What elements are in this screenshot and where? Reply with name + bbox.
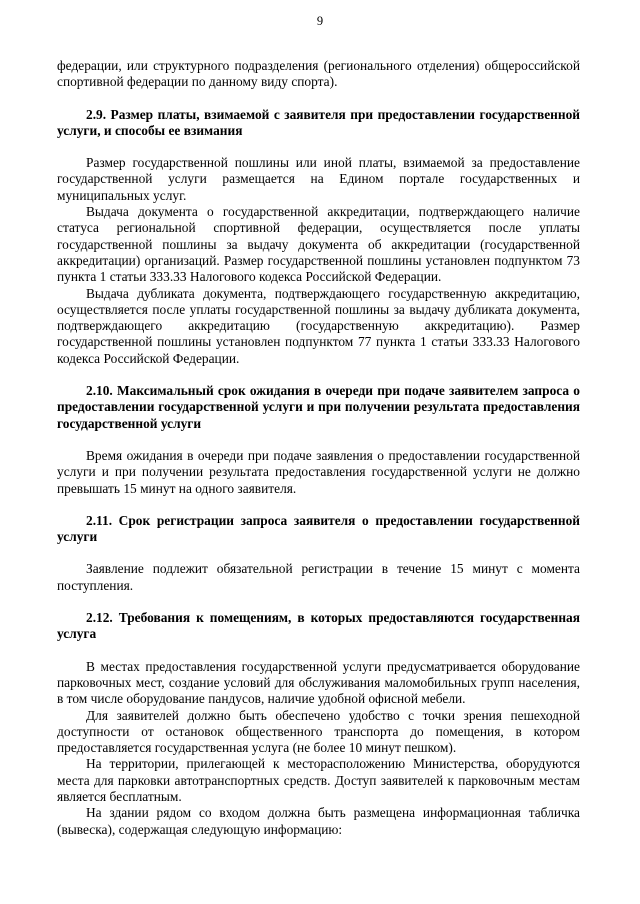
section-paragraph: Выдача документа о государственной аккредитации, подтверждающего наличие статуса региональной спортивной федерации, осуществляется после уплаты государственной пошлины за выдачу документа об аккредитации (государственной аккредитации) организаций. Размер государственной пошлины установлен подпунктом 73 пункта 1 статьи 333.33 Налогового кодекса Российской Федерации.: [57, 204, 580, 285]
section-heading: 2.11. Срок регистрации запроса заявителя о предоставлении государственной услуги: [57, 512, 580, 545]
section-heading: 2.10. Максимальный срок ожидания в очереди при подаче заявителем запроса о предоставлении государственной услуги и при получении результата предоставления государственной услуги: [57, 383, 580, 431]
section-2-12: [57, 610, 580, 838]
section-paragraph: На территории, прилегающей к месторасположению Министерства, оборудуются места для парковки автотранспортных средств. Доступ заявителей к парковочным местам является бесплатным.: [57, 756, 580, 804]
section-heading: 2.12. Требования к помещениям, в которых предоставляются государственная услуга: [57, 610, 580, 642]
section-paragraph: Выдача дубликата документа, подтверждающего государственную аккредитацию, осуществляется после уплаты государственной пошлины за выдачу дубликата документа, подтверждающего аккредитацию (государственную аккредитацию). Размер государственной пошлины установлен подпунктом 77 пункта 1 статьи 333.33 Налогового кодекса Российской Федерации.: [57, 285, 580, 366]
section-paragraph: Заявление подлежит обязательной регистрации в течение 15 минут с момента поступления.: [57, 561, 580, 593]
section-paragraph: Время ожидания в очереди при подаче заявления о предоставлении государственной услуги и при получении результата предоставления государственной услуги не должно превышать 15 минут на одного заявителя.: [57, 447, 580, 496]
intro-paragraph: федерации, или структурного подразделения (регионального отделения) общероссийской спортивной федерации по данному виду спорта).: [57, 58, 580, 90]
section-2-10: [57, 383, 580, 497]
section-2-9: [57, 107, 580, 367]
section-paragraph: На здании рядом со входом должна быть размещена информационная табличка (вывеска), содержащая следующую информацию:: [57, 805, 580, 837]
page-number: 9: [316, 14, 324, 28]
section-heading: 2.9. Размер платы, взимаемой с заявителя при предоставлении государственной услуги, и способы ее взимания: [57, 106, 580, 138]
section-paragraph: Для заявителей должно быть обеспечено удобство с точки зрения пешеходной доступности от остановок общественного транспорта до помещения, в котором предоставляется государственная услуга (не более 10 минут пешком).: [57, 707, 580, 756]
page-body: [57, 58, 580, 838]
section-2-11: [57, 513, 580, 594]
section-paragraph: В местах предоставления государственной услуги предусматривается оборудование парковочных мест, создание условий для обслуживания маломобильных групп населения, в том числе оборудование пандусов, наличие удобной офисной мебели.: [57, 658, 580, 707]
section-paragraph: Размер государственной пошлины или иной платы, взимаемой за предоставление государственной услуги размещается на Едином портале государственных и муниципальных услуг.: [57, 155, 580, 203]
